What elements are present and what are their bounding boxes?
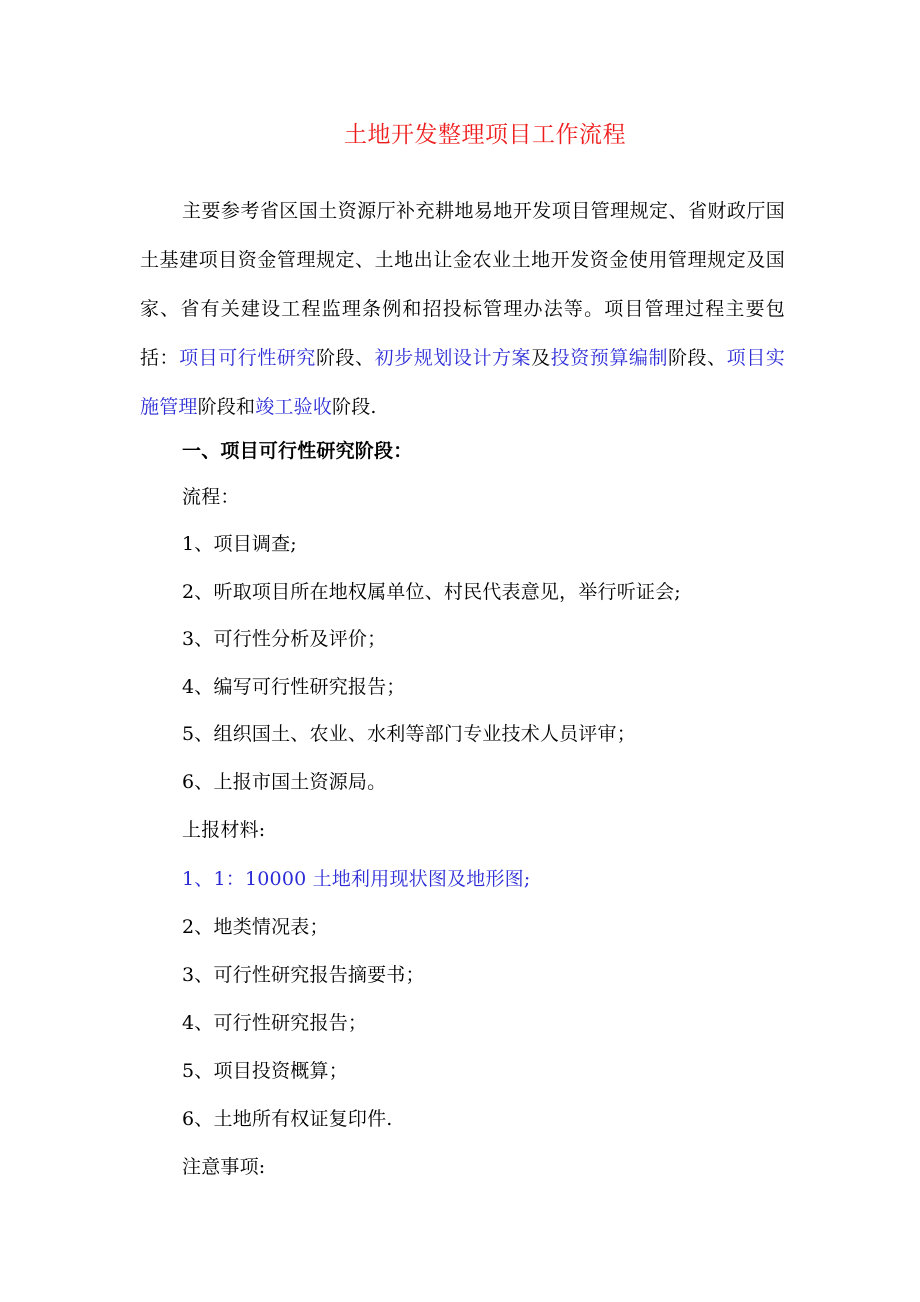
material-item-link[interactable]: 1、1：10000 土地利用现状图及地形图; [182, 868, 531, 890]
intro-text: 阶段、 [668, 347, 727, 369]
link-feasibility-study[interactable]: 项目可行性研究 [179, 347, 316, 369]
flow-item: 1、项目调查; [182, 533, 297, 555]
notes-label: 注意事项: [182, 1156, 266, 1178]
intro-text: 主要参考省区国土资源厅补充耕地易地开发项目管理规定、省财政厅国土基建项目资金管理规定、土地出让金农业土地开发资金使用管理规定及国家、省有关建设工程监理条例和招投标管理办法等。项目管理过程主要包括： [140, 200, 785, 369]
flow-item: 4、编写可行性研究报告； [182, 676, 406, 698]
flow-item: 6、上报市国土资源局。 [182, 771, 387, 793]
flow-item: 3、可行性分析及评价； [182, 628, 387, 650]
link-implementation-management[interactable]: 项目实施管理 [140, 347, 785, 418]
intro-text: 阶段和 [197, 396, 256, 418]
link-preliminary-design[interactable]: 初步规划设计方案 [374, 347, 532, 369]
section-heading: 一、项目可行性研究阶段： [182, 440, 413, 462]
flow-label: 流程： [182, 486, 240, 508]
intro-text: 阶段、 [316, 347, 375, 369]
flow-item: 5、组织国土、农业、水利等部门专业技术人员评审； [182, 723, 636, 745]
intro-paragraph [140, 187, 785, 432]
material-item: 4、可行性研究报告； [182, 1012, 368, 1034]
flow-item: 2、听取项目所在地权属单位、村民代表意见，举行听证会; [182, 581, 681, 603]
material-item: 2、地类情况表； [182, 916, 329, 938]
intro-text: 阶段. [332, 396, 377, 418]
link-completion-acceptance[interactable]: 竣工验收 [255, 396, 333, 418]
materials-label: 上报材料: [182, 819, 266, 841]
material-item: 3、可行性研究报告摘要书； [182, 964, 425, 986]
intro-text: 及 [531, 347, 551, 369]
link-budget-preparation[interactable]: 投资预算编制 [550, 347, 668, 369]
material-item: 5、项目投资概算； [182, 1060, 348, 1082]
material-item: 6、土地所有权证复印件. [182, 1108, 393, 1130]
document-title: 土地开发整理项目工作流程 [344, 122, 626, 148]
